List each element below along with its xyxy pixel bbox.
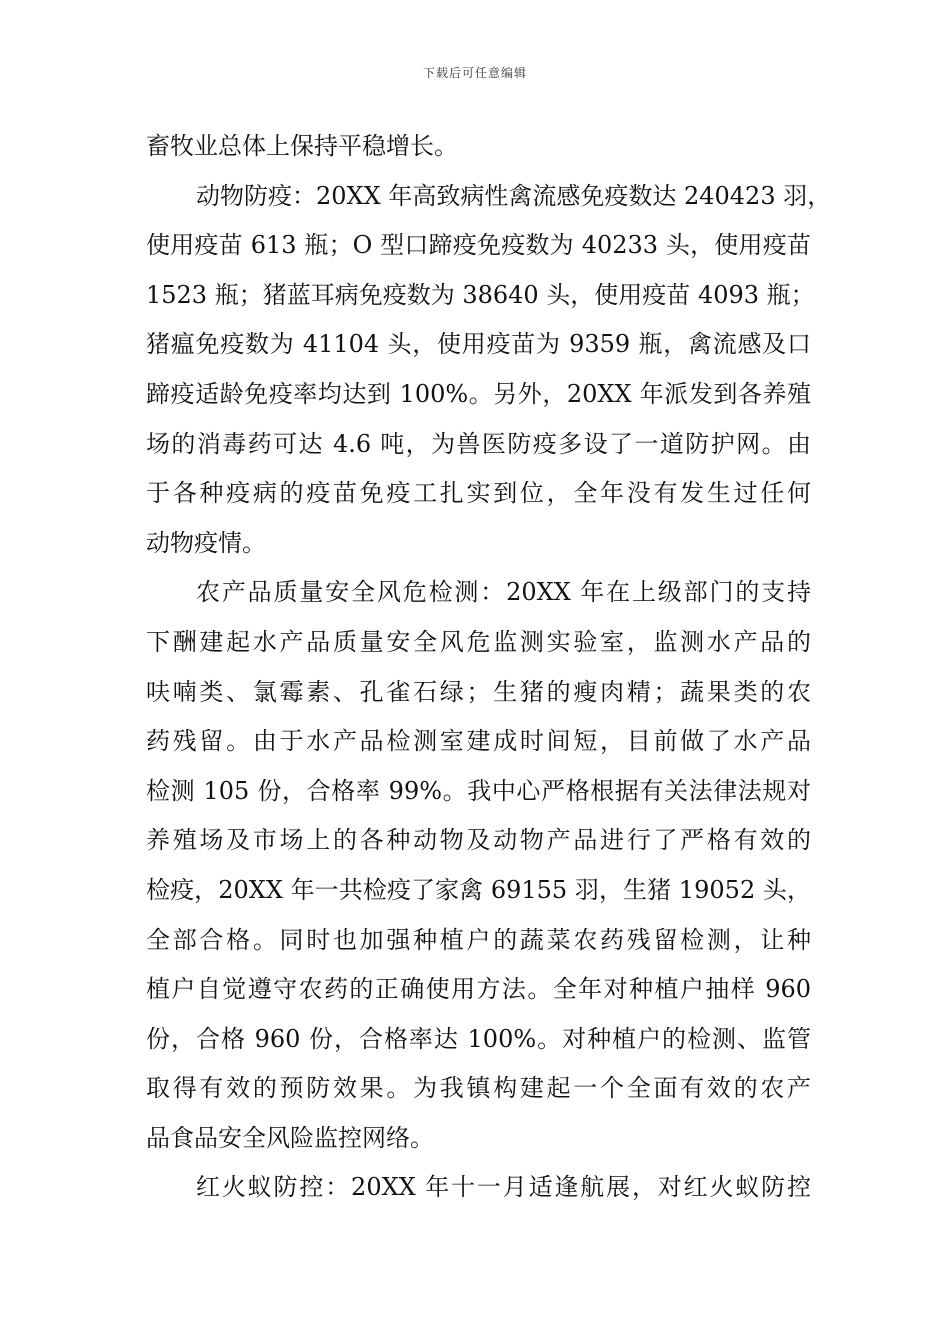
page-header: 下载后可任意编辑 xyxy=(422,66,527,80)
text-line: 农产品质量安全风危检测：20XX 年在上级部门的支持 xyxy=(196,578,811,607)
paragraph-animal-epidemic-prevention xyxy=(146,172,832,569)
text-line: 下酬建起水产品质量安全风危监测实验室，监测水产品的 xyxy=(146,627,811,656)
text-line: 1523 瓶；猪蓝耳病免疫数为 38640 头，使用疫苗 4093 瓶； xyxy=(146,280,815,309)
text-line: 动物疫情。 xyxy=(146,528,266,557)
text-line: 检测 105 份，合格率 99%。我中心严格根据有关法律法规对 xyxy=(146,776,811,805)
paragraph-agricultural-product-safety xyxy=(146,568,811,1163)
text-line: 植户自觉遵守农药的正确使用方法。全年对种植户抽样 960 xyxy=(146,975,811,1004)
text-line: 猪瘟免疫数为 41104 头，使用疫苗为 9359 瓶，禽流感及口 xyxy=(146,330,811,359)
text-line: 份，合格 960 份，合格率达 100%。对种植户的检测、监管 xyxy=(146,1024,811,1053)
text-line: 呋喃类、氯霉素、孔雀石绿；生猪的瘦肉精；蔬果类的农 xyxy=(146,677,811,706)
text-line: 于各种疫病的疫苗免疫工扎实到位，全年没有发生过任何 xyxy=(146,479,811,508)
text-line: 检疫，20XX 年一共检疫了家禽 69155 羽，生猪 19052 头， xyxy=(146,875,811,904)
text-line: 全部合格。同时也加强种植户的蔬菜农药残留检测，让种 xyxy=(146,925,811,954)
text-line: 畜牧业总体上保持平稳增长。 xyxy=(146,132,458,160)
document-body xyxy=(146,122,832,1213)
text-line: 场的消毒药可达 4.6 吨，为兽医防疫多设了一道防护网。由 xyxy=(146,429,811,458)
paragraph-continuation xyxy=(146,122,811,172)
paragraph-fire-ant-control xyxy=(146,1163,811,1213)
text-line: 取得有效的预防效果。为我镇构建起一个全面有效的农产 xyxy=(146,1074,811,1103)
text-line: 药残留。由于水产品检测室建成时间短，目前做了水产品 xyxy=(146,727,811,756)
text-line: 动物防疫：20XX 年高致病性禽流感免疫数达 240423 羽， xyxy=(196,181,832,210)
text-line: 品食品安全风险监控网络。 xyxy=(146,1123,434,1152)
text-line: 养殖场及市场上的各种动物及动物产品进行了严格有效的 xyxy=(146,826,811,855)
text-line: 红火蚁防控：20XX 年十一月适逢航展，对红火蚁防控 xyxy=(196,1173,811,1202)
text-line: 使用疫苗 613 瓶；O 型口蹄疫免疫数为 40233 头，使用疫苗 xyxy=(146,231,811,260)
text-line: 蹄疫适龄免疫率均达到 100%。另外，20XX 年派发到各养殖 xyxy=(146,379,811,408)
